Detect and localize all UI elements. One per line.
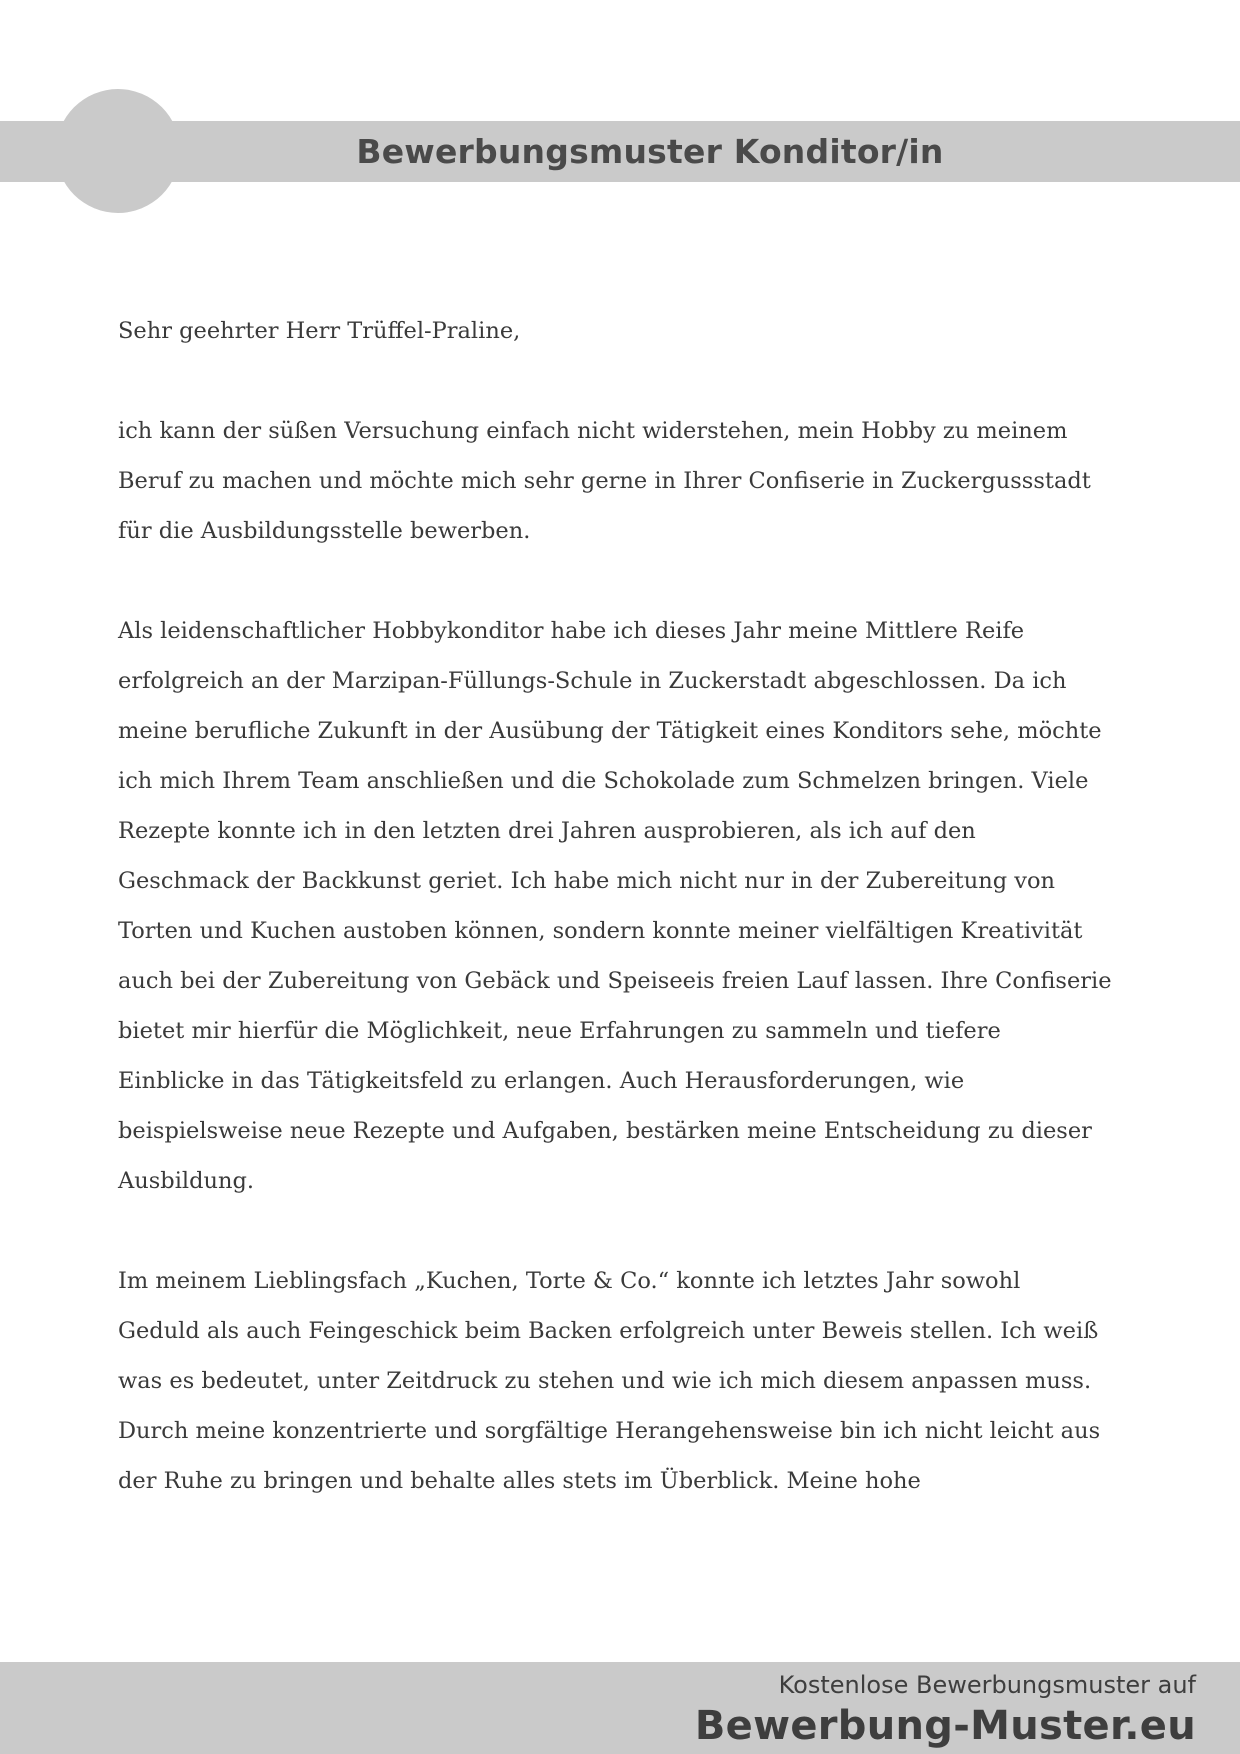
paragraph-line: Durch meine konzentrierte und sorgfältige Herangehensweise bin ich nicht leicht aus xyxy=(118,1418,1101,1444)
letter-salutation: Sehr geehrter Herr Trüffel-Praline, xyxy=(118,318,521,344)
paragraph-line: Ausbildung. xyxy=(118,1168,255,1194)
footer-caption: Kostenlose Bewerbungsmuster auf xyxy=(778,1671,1196,1699)
letter-paragraph xyxy=(118,606,1128,1206)
paragraph-line: was es bedeutet, unter Zeitdruck zu stehen und wie ich mich diesem anpassen muss. xyxy=(118,1368,1092,1394)
letter-paragraph xyxy=(118,406,1128,556)
footer-site-link[interactable]: Bewerbung-Muster.eu xyxy=(694,1703,1196,1749)
paragraph-line: bietet mir hierfür die Möglichkeit, neue Erfahrungen zu sammeln und tiefere xyxy=(118,1018,1001,1044)
paragraph-line: Geschmack der Backkunst geriet. Ich habe mich nicht nur in der Zubereitung von xyxy=(118,868,1056,894)
paragraph-line: beispielsweise neue Rezepte und Aufgaben, bestärken meine Entscheidung zu dieser xyxy=(118,1118,1092,1144)
paragraph-line: ich mich Ihrem Team anschließen und die Schokolade zum Schmelzen bringen. Viele xyxy=(118,768,1089,794)
paragraph-line: Torten und Kuchen austoben können, sondern konnte meiner vielfältigen Kreativität xyxy=(118,918,1083,944)
paragraph-line: der Ruhe zu bringen und behalte alles stets im Überblick. Meine hohe xyxy=(118,1468,921,1494)
paragraph-line: Einblicke in das Tätigkeitsfeld zu erlangen. Auch Herausforderungen, wie xyxy=(118,1068,965,1094)
letter-body xyxy=(118,306,1128,1556)
page-title: Bewerbungsmuster Konditor/in xyxy=(356,132,944,171)
paragraph-line: Im meinem Lieblingsfach „Kuchen, Torte & Co.“ konnte ich letztes Jahr sowohl xyxy=(118,1268,1021,1294)
paragraph-line: erfolgreich an der Marzipan-Füllungs-Schule in Zuckerstadt abgeschlossen. Da ich xyxy=(118,668,1067,694)
paragraph-line: Geduld als auch Feingeschick beim Backen erfolgreich unter Beweis stellen. Ich weiß xyxy=(118,1318,1099,1344)
letter-paragraph xyxy=(118,1256,1128,1506)
paragraph-line: auch bei der Zubereitung von Gebäck und Speiseeis freien Lauf lassen. Ihre Confiserie xyxy=(118,968,1112,994)
paragraph-line: für die Ausbildungsstelle bewerben. xyxy=(118,518,531,544)
paragraph-line: Rezepte konnte ich in den letzten drei Jahren ausprobieren, als ich auf den xyxy=(118,818,976,844)
paragraph-line: meine berufliche Zukunft in der Ausübung der Tätigkeit eines Konditors sehe, möchte xyxy=(118,718,1102,744)
paragraph-line: Beruf zu machen und möchte mich sehr gerne in Ihrer Confiserie in Zuckergussstadt xyxy=(118,468,1091,494)
paragraph-line: Als leidenschaftlicher Hobbykonditor habe ich dieses Jahr meine Mittlere Reife xyxy=(118,618,1025,644)
paragraph-line: ich kann der süßen Versuchung einfach nicht widerstehen, mein Hobby zu meinem xyxy=(118,418,1068,444)
